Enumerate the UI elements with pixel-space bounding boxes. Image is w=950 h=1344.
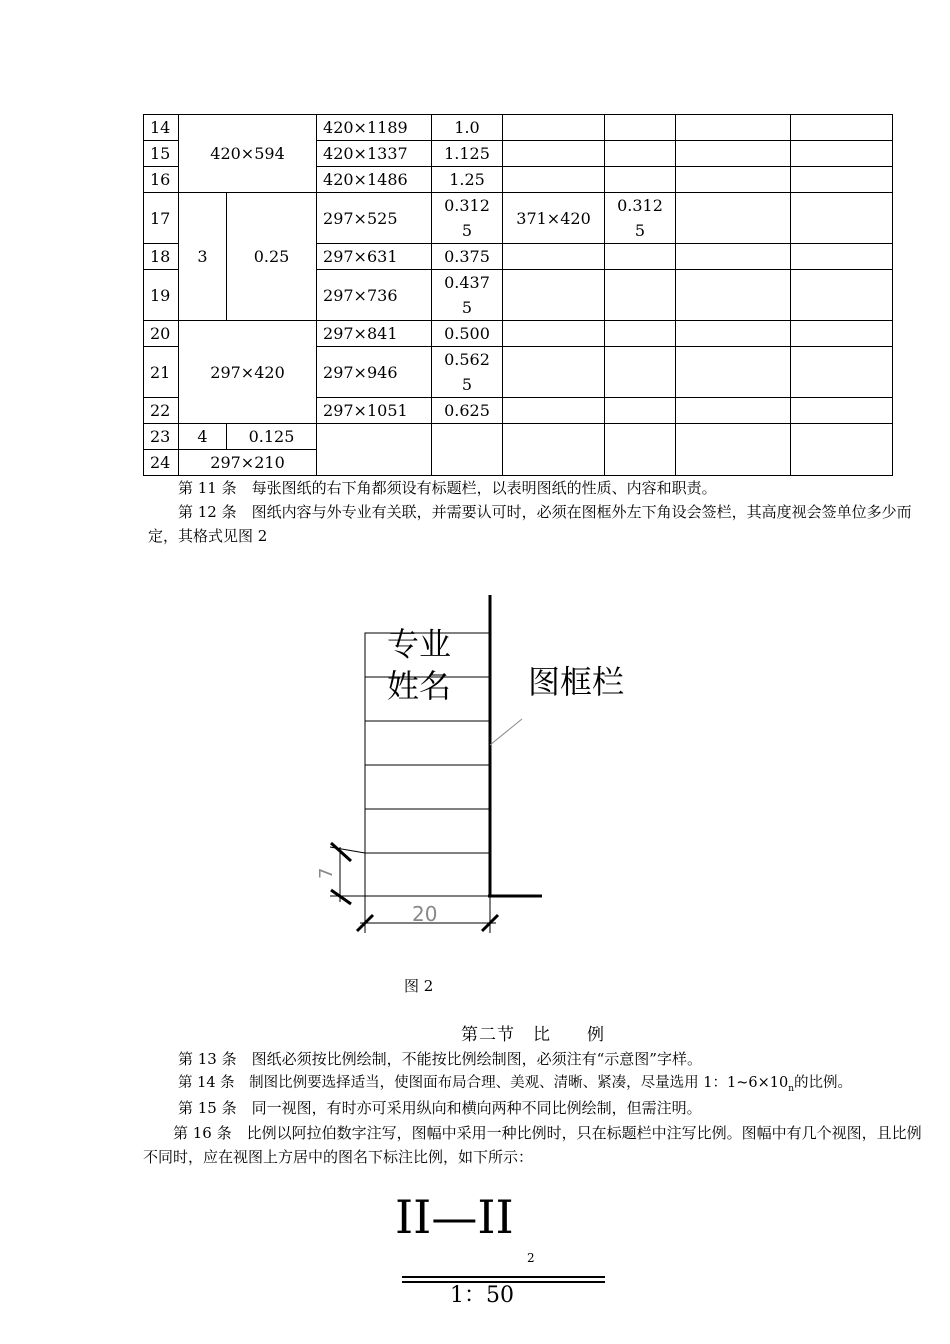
size-cell: 297×631 — [317, 244, 432, 270]
alt-size-cell: 371×420 — [503, 193, 605, 244]
row-number: 21 — [144, 347, 179, 398]
row-number: 16 — [144, 167, 179, 193]
format-number-cell: 4 — [179, 424, 227, 450]
view-title: II—II — [395, 1190, 514, 1244]
base-size-cell: 297×420 — [179, 321, 317, 424]
article-16: 第 16 条 比例以阿拉伯数字注写，图幅中采用一种比例时，只在标题栏中注写比例。图幅中有几个视图，且比例不同时，应在视图上方居中的图名下标注比例，如下所示： — [143, 1124, 922, 1166]
row-number: 15 — [144, 141, 179, 167]
figure-caption: 图 2 — [404, 977, 434, 995]
dim-height-label: 7 — [316, 867, 337, 879]
ratio-cell: 1.25 — [432, 167, 503, 193]
ratio-cell: 0.500 — [432, 321, 503, 347]
size-cell: 297×1051 — [317, 398, 432, 424]
row-number: 17 — [144, 193, 179, 244]
row-number: 14 — [144, 115, 179, 141]
section-title: 第二节 比 例 — [461, 1025, 605, 1045]
article-13: 第 13 条 图纸必须按比例绘制，不能按比例绘制图，必须注有“示意图”字样。 — [178, 1050, 702, 1068]
table-row — [144, 321, 893, 347]
ratio-cell: 1.0 — [432, 115, 503, 141]
alt-ratio-cell: 0.312 5 — [605, 193, 676, 244]
label-name: 姓名 — [387, 667, 452, 705]
size-cell: 420×1486 — [317, 167, 432, 193]
view-title-subscript: 2 — [527, 1251, 535, 1265]
ratio-cell: 0.312 5 — [432, 193, 503, 244]
table-row — [144, 193, 893, 244]
leader-line — [490, 719, 522, 745]
size-cell: 420×1337 — [317, 141, 432, 167]
table-row — [144, 115, 893, 141]
row-number: 19 — [144, 270, 179, 321]
row-number: 24 — [144, 450, 179, 476]
ratio-cell: 0.437 5 — [432, 270, 503, 321]
size-cell: 297×736 — [317, 270, 432, 321]
table-row — [144, 424, 893, 450]
ratio-cell: 0.625 — [432, 398, 503, 424]
ratio-cell: 0.375 — [432, 244, 503, 270]
size-cell: 420×1189 — [317, 115, 432, 141]
label-frame: 图框栏 — [528, 663, 625, 701]
article-12: 第 12 条 图纸内容与外专业有关联，并需要认可时，必须在图框外左下角设会签栏，其高度视会签单位多少而定，其格式见图 2 — [148, 503, 912, 545]
base-size-cell: 297×210 — [179, 450, 317, 476]
format-ratio-cell: 0.25 — [227, 193, 317, 321]
ratio-cell: 1.125 — [432, 141, 503, 167]
size-cell: 297×946 — [317, 347, 432, 398]
article-15: 第 15 条 同一视图，有时亦可采用纵向和横向两种不同比例绘制，但需注明。 — [178, 1099, 702, 1117]
format-ratio-cell: 0.125 — [227, 424, 317, 450]
size-cell: 297×841 — [317, 321, 432, 347]
row-number: 18 — [144, 244, 179, 270]
ratio-cell: 0.562 5 — [432, 347, 503, 398]
label-major: 专业 — [387, 625, 452, 663]
article-14: 第 14 条 制图比例要选择适当，使图面布局合理、美观、清晰、紧凑，尽量选用 1：$1\sim 6\times 10_n$的比例。 — [178, 1075, 852, 1094]
countersign-figure — [300, 585, 660, 940]
article-11: 第 11 条 每张图纸的右下角都须设有标题栏，以表明图纸的性质、内容和职责。 — [178, 479, 717, 497]
scale-ratio: 1：50 — [450, 1283, 514, 1308]
dim-width-label: 20 — [412, 902, 438, 926]
base-size-cell: 420×594 — [179, 115, 317, 193]
size-cell: 297×525 — [317, 193, 432, 244]
row-number: 20 — [144, 321, 179, 347]
paper-size-table — [143, 114, 893, 476]
row-number: 22 — [144, 398, 179, 424]
format-number-cell: 3 — [179, 193, 227, 321]
row-number: 23 — [144, 424, 179, 450]
